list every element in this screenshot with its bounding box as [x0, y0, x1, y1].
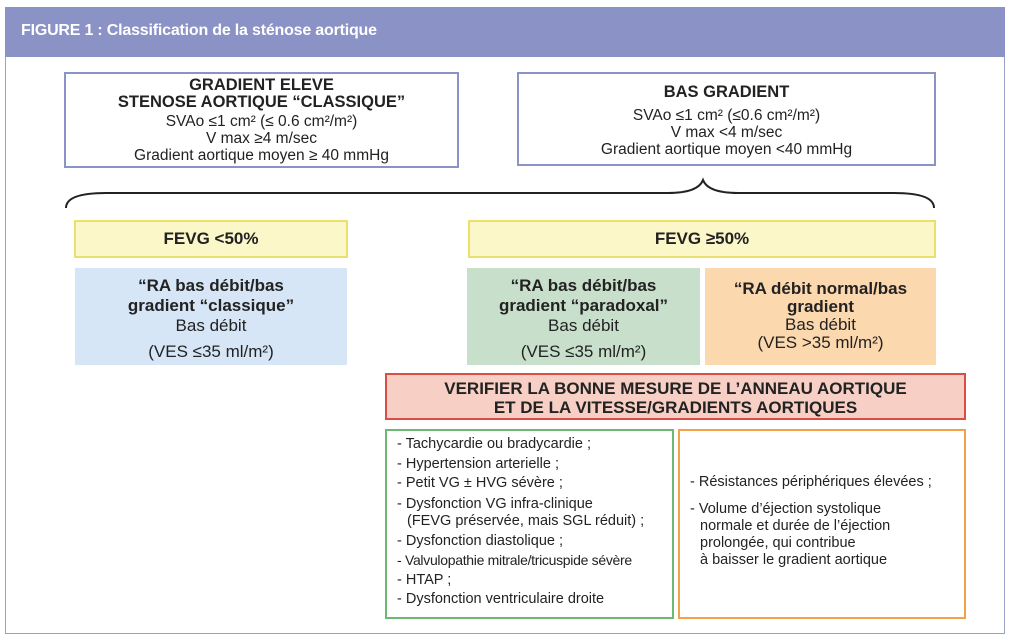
causes-left-box	[385, 429, 674, 619]
fevg-high-label: FEVG ≥50%	[654, 229, 750, 248]
normal-flow-title-2: gradient	[786, 297, 855, 316]
list-item: - Dysfonction ventriculaire droite	[397, 591, 605, 607]
low-gradient-line-3: Gradient aortique moyen <40 mmHg	[600, 141, 853, 158]
figure-title: FIGURE 1 : Classification de la sténose aortique	[21, 22, 377, 39]
low-gradient-line-2: V max <4 m/sec	[670, 124, 783, 141]
low-gradient-box	[517, 72, 936, 166]
classic-low-flow-box	[75, 268, 347, 365]
paradoxal-title-1: “RA bas débit/bas	[510, 276, 657, 295]
list-item: - Dysfonction diastolique ;	[397, 532, 564, 549]
classic-title-1: “RA bas débit/bas	[138, 276, 284, 295]
causes-right-box	[678, 429, 966, 619]
high-gradient-box	[64, 72, 459, 168]
list-item: - Petit VG ± HVG sévère ;	[397, 475, 563, 491]
verify-line-1: VERIFIER LA BONNE MESURE DE L’ANNEAU AORTIQUE	[444, 379, 907, 398]
classic-title-2: gradient “classique”	[127, 296, 295, 315]
list-item-continuation: normale et durée de l’éjection	[700, 517, 891, 534]
figure-header	[5, 7, 1005, 57]
normal-flow-title-1: “RA débit normal/bas	[733, 279, 908, 298]
fevg-low-box	[74, 220, 348, 258]
list-item: - Volume d’éjection systolique	[690, 500, 882, 517]
paradoxal-low-flow-box	[467, 268, 700, 365]
list-item: - Tachycardie ou bradycardie ;	[397, 436, 591, 452]
list-item: - HTAP ;	[397, 571, 452, 588]
high-gradient-line-3: Gradient aortique moyen ≥ 40 mmHg	[134, 147, 389, 164]
normal-flow-line-1: Bas débit	[785, 315, 856, 334]
paradoxal-title-2: gradient “paradoxal”	[498, 296, 669, 315]
fevg-high-box	[468, 220, 936, 258]
low-gradient-line-1: SVAo ≤1 cm² (≤0.6 cm²/m²)	[632, 107, 821, 124]
verify-line-2: ET DE LA VITESSE/GRADIENTS AORTIQUES	[493, 398, 858, 417]
verify-box	[385, 373, 966, 420]
high-gradient-line-1: SVAo ≤1 cm² (≤ 0.6 cm²/m²)	[165, 113, 358, 130]
low-gradient-title: BAS GRADIENT	[663, 83, 790, 101]
normal-flow-line-2: (VES >35 ml/m²)	[757, 333, 884, 352]
high-gradient-title-2: STENOSE AORTIQUE “CLASSIQUE”	[117, 93, 406, 111]
list-item: - Résistances périphériques élevées ;	[690, 474, 932, 490]
high-gradient-title-1: GRADIENT ELEVE	[189, 76, 334, 94]
classic-line-2: (VES ≤35 ml/m²)	[148, 342, 274, 361]
paradoxal-line-1: Bas débit	[548, 316, 619, 335]
paradoxal-line-2: (VES ≤35 ml/m²)	[520, 342, 647, 361]
high-gradient-line-2: V max ≥4 m/sec	[205, 130, 317, 147]
fevg-low-label: FEVG <50%	[163, 229, 259, 248]
list-item-continuation: prolongée, qui contribue	[700, 534, 856, 551]
normal-flow-box	[705, 268, 936, 365]
list-item-continuation: (FEVG préservée, mais SGL réduit) ;	[407, 512, 645, 529]
list-item: - Dysfonction VG infra-clinique	[397, 495, 593, 512]
list-item: - Valvulopathie mitrale/tricuspide sévère	[397, 552, 632, 568]
list-item-continuation: à baisser le gradient aortique	[700, 551, 888, 568]
classic-line-1: Bas débit	[175, 316, 247, 335]
list-item: - Hypertension arterielle ;	[397, 455, 559, 472]
